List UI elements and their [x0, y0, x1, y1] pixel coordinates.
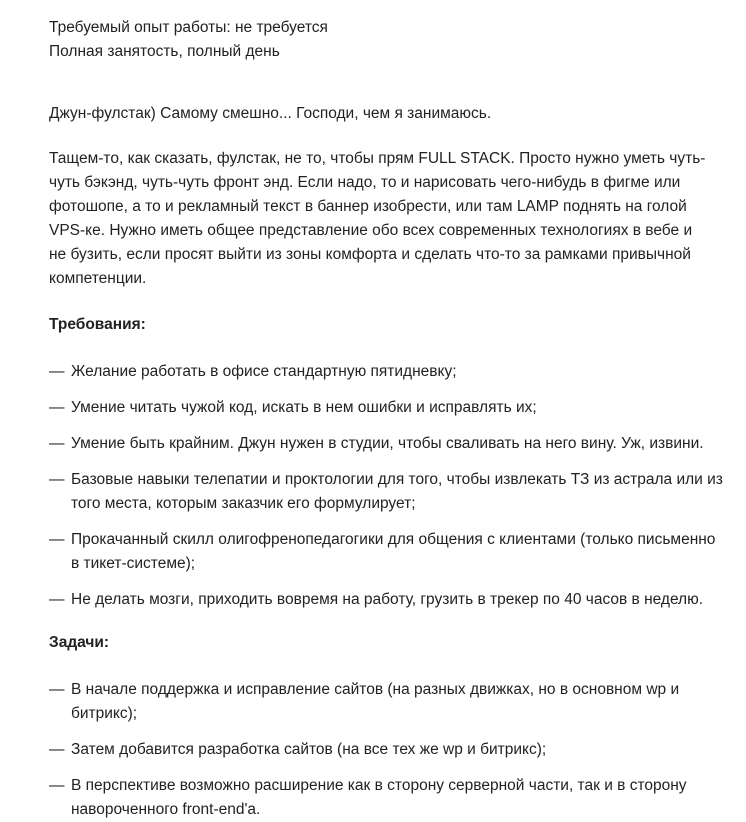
list-item: [49, 528, 725, 576]
list-item: [49, 588, 725, 612]
requirements-heading: Требования:: [49, 316, 146, 333]
list-item: [49, 396, 725, 420]
list-item: [49, 678, 725, 726]
list-item-text: Умение быть крайним. Джун нужен в студии, чтобы сваливать на него вину. Уж, извини.: [71, 435, 704, 452]
list-item: [49, 432, 725, 456]
list-item: [49, 738, 725, 762]
list-item-text: Базовые навыки телепатии и проктологии для того, чтобы извлекать ТЗ из астрала или из того места, которым заказчик его формулирует;: [71, 471, 723, 512]
dash-bullet: —: [49, 741, 65, 758]
dash-bullet: —: [49, 681, 65, 698]
list-item-text: Не делать мозги, приходить вовремя на работу, грузить в трекер по 40 часов в неделю.: [71, 591, 704, 608]
list-item-text: Умение читать чужой код, искать в нем ошибки и исправлять их;: [71, 399, 537, 416]
list-item: [49, 360, 725, 384]
experience-line: Требуемый опыт работы: не требуется: [49, 19, 328, 36]
dash-bullet: —: [49, 531, 65, 548]
list-item-text: Желание работать в офисе стандартную пятидневку;: [71, 363, 457, 380]
list-item-text: В перспективе возможно расширение как в сторону серверной части, так и в сторону навороченного front-end'а.: [71, 777, 687, 818]
dash-bullet: —: [49, 471, 65, 488]
list-item-text: Прокачанный скилл олигофренопедагогики для общения с клиентами (только письменно в тикет-системе);: [71, 531, 716, 572]
requirements-list: [49, 360, 725, 612]
list-item-text: В начале поддержка и исправление сайтов (на разных движках, но в основном wp и битрикс);: [71, 681, 680, 722]
description-paragraph: Тащем-то, как сказать, фулстак, не то, чтобы прям FULL STACK. Просто нужно уметь чуть-чуть бэкэнд, чуть-чуть фронт энд. Если надо, то и нарисовать чего-нибудь в фигме или фотошопе, а то и рекламный текст в баннер изобрести, или там LAMP поднять на голой VPS-ке. Нужно иметь общее представление обо всех современных технологиях в вебе и не бузить, если просят выйти из зоны комфорта и сделать что-то за рамками привычной компетенции.: [49, 150, 706, 287]
dash-bullet: —: [49, 363, 65, 380]
list-item: [49, 774, 725, 822]
dash-bullet: —: [49, 777, 65, 794]
dash-bullet: —: [49, 435, 65, 452]
dash-bullet: —: [49, 591, 65, 608]
employment-line: Полная занятость, полный день: [49, 43, 280, 60]
tasks-heading: Задачи:: [49, 634, 110, 651]
list-item-text: Затем добавится разработка сайтов (на все тех же wp и битрикс);: [71, 741, 547, 758]
list-item: [49, 468, 725, 516]
dash-bullet: —: [49, 399, 65, 416]
intro-paragraph: Джун-фулстак) Самому смешно... Господи, чем я занимаюсь.: [49, 105, 492, 122]
tasks-list: [49, 678, 725, 822]
